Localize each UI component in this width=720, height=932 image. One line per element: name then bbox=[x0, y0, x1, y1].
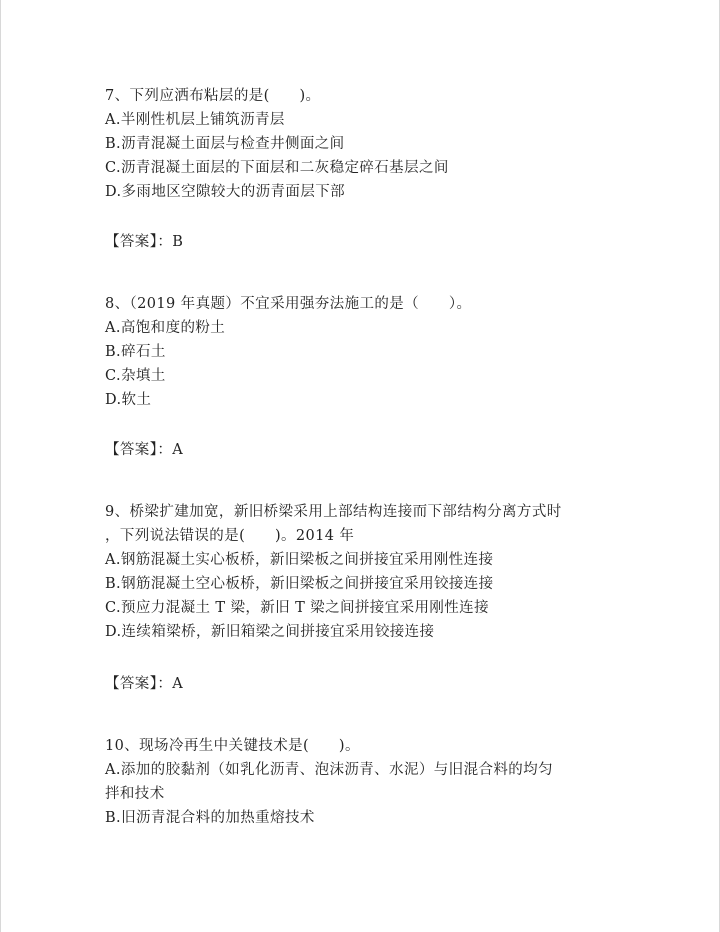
question-9-answer: 【答案】：A bbox=[105, 676, 184, 692]
question-8-stem: 8、（2019 年真题）不宜采用强夯法施工的是（ ）。 bbox=[105, 296, 472, 312]
question-10-option-a-line-2: 拌和技术 bbox=[105, 786, 165, 802]
question-8-option-d: D.软土 bbox=[105, 392, 152, 408]
question-9-stem-line-2: ，下列说法错误的是( )。2014 年 bbox=[105, 528, 355, 544]
question-9-option-a: A.钢筋混凝土实心板桥，新旧梁板之间拼接宜采用刚性连接 bbox=[105, 552, 494, 568]
question-9-option-b: B.钢筋混凝土空心板桥，新旧梁板之间拼接宜采用铰接连接 bbox=[105, 576, 494, 592]
question-7-option-c: C.沥青混凝土面层的下面层和二灰稳定碎石基层之间 bbox=[105, 160, 449, 176]
question-8-option-c: C.杂填土 bbox=[105, 368, 166, 384]
question-7-stem: 7、下列应洒布粘层的是( )。 bbox=[105, 88, 321, 104]
question-7-answer: 【答案】：B bbox=[105, 234, 184, 250]
question-7-option-a: A.半刚性机层上铺筑沥青层 bbox=[105, 112, 285, 128]
question-10-stem: 10、现场冷再生中关键技术是( )。 bbox=[105, 738, 360, 754]
question-8-option-a: A.高饱和度的粉土 bbox=[105, 320, 226, 336]
question-9-option-c: C.预应力混凝土 T 梁，新旧 T 梁之间拼接宜采用刚性连接 bbox=[105, 600, 489, 616]
question-7-option-d: D.多雨地区空隙较大的沥青面层下部 bbox=[105, 184, 346, 200]
question-9-stem-line-1: 9、桥梁扩建加宽，新旧桥梁采用上部结构连接而下部结构分离方式时 bbox=[105, 504, 562, 520]
question-7-option-b: B.沥青混凝土面层与检查井侧面之间 bbox=[105, 136, 345, 152]
question-10-option-b: B.旧沥青混合料的加热重熔技术 bbox=[105, 810, 315, 826]
question-9-option-d: D.连续箱梁桥，新旧箱梁之间拼接宜采用铰接连接 bbox=[105, 624, 435, 640]
question-8-answer: 【答案】：A bbox=[105, 442, 184, 458]
question-10-option-a-line-1: A.添加的胶黏剂（如乳化沥青、泡沫沥青、水泥）与旧混合料的均匀 bbox=[105, 762, 553, 778]
question-8-option-b: B.碎石土 bbox=[105, 344, 166, 360]
